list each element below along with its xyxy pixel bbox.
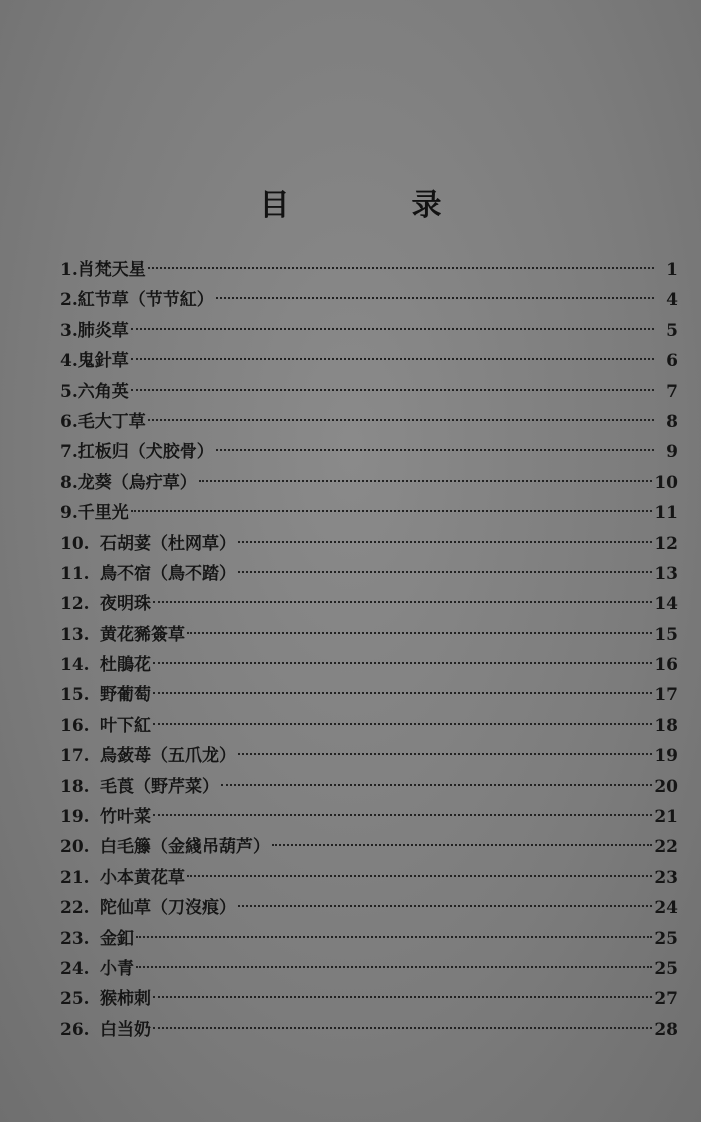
entry-label: 鬼針草 xyxy=(77,351,129,372)
entry-label: 杜鵑花 xyxy=(100,655,151,676)
entry-number: 1. xyxy=(60,260,78,280)
entry-number: 21. xyxy=(60,867,90,888)
toc-entry xyxy=(60,954,678,984)
entry-number: 3. xyxy=(60,320,78,341)
entry-number: 24. xyxy=(60,958,90,979)
dot-leader xyxy=(238,541,652,543)
dot-leader xyxy=(136,966,652,968)
dot-leader xyxy=(131,510,653,512)
entry-number: 12. xyxy=(60,594,90,615)
entry-page-number: 23 xyxy=(654,867,678,888)
entry-page-number: 19 xyxy=(654,746,678,767)
entry-label: 扛板归（犬胶骨） xyxy=(77,442,214,463)
toc-entry xyxy=(60,772,678,802)
dot-leader xyxy=(136,936,652,938)
entry-number: 20. xyxy=(60,837,90,858)
entry-page-number: 9 xyxy=(666,442,678,463)
entry-label: 毛大丁草 xyxy=(77,411,146,432)
entry-number: 17. xyxy=(60,746,90,767)
dot-leader xyxy=(153,814,652,816)
dot-leader xyxy=(153,662,652,664)
entry-page-number: 28 xyxy=(654,1019,678,1040)
entry-page-number: 14 xyxy=(654,594,678,615)
toc-entry xyxy=(60,650,678,680)
entry-label: 毛莨（野芹菜） xyxy=(100,776,219,797)
entry-label: 野葡萄 xyxy=(100,685,151,706)
dot-leader xyxy=(272,844,652,846)
entry-number: 4. xyxy=(60,351,78,372)
dot-leader xyxy=(148,419,654,421)
toc-entry xyxy=(60,255,678,285)
toc-entry xyxy=(60,924,678,954)
toc-entry xyxy=(60,863,678,893)
entry-label: 陀仙草（刀沒痕） xyxy=(100,898,236,919)
toc-entry xyxy=(60,893,678,923)
dot-leader xyxy=(153,601,652,603)
toc-entry xyxy=(60,680,678,710)
dot-leader xyxy=(238,753,652,755)
entry-page-number: 25 xyxy=(654,928,678,949)
entry-page-number: 4 xyxy=(666,290,678,311)
entry-label: 紅节草（节节紅） xyxy=(77,290,214,311)
toc-entry xyxy=(60,377,678,407)
dot-leader xyxy=(153,1027,652,1029)
toc-entry xyxy=(60,984,678,1014)
entry-label: 龙葵（烏疔草） xyxy=(77,472,197,493)
entry-label: 小本黄花草 xyxy=(100,867,185,888)
entry-number: 6. xyxy=(60,411,78,432)
toc-entry xyxy=(60,498,678,528)
entry-page-number: 7 xyxy=(666,381,678,402)
entry-page-number: 13 xyxy=(654,563,678,584)
entry-number: 13. xyxy=(60,624,90,645)
toc-entry xyxy=(60,468,678,498)
entry-number: 25. xyxy=(60,989,90,1010)
dot-leader xyxy=(221,784,652,786)
entry-number: 14. xyxy=(60,655,90,676)
entry-number: 26. xyxy=(60,1019,90,1040)
entry-page-number: 15 xyxy=(654,624,678,645)
dot-leader xyxy=(216,297,654,299)
entry-page-number: 22 xyxy=(654,837,678,858)
entry-number: 18. xyxy=(60,776,90,797)
entry-label: 白当奶 xyxy=(100,1019,151,1040)
entry-page-number: 5 xyxy=(666,320,678,341)
dot-leader xyxy=(131,389,654,391)
entry-label: 猴柿刺 xyxy=(100,989,151,1010)
entry-page-number: 21 xyxy=(654,807,678,828)
entry-label: 金釦 xyxy=(100,928,134,949)
dot-leader xyxy=(187,875,652,877)
entry-page-number: 24 xyxy=(654,898,678,919)
toc-entry xyxy=(60,802,678,832)
entry-label: 六角英 xyxy=(77,381,129,402)
entry-label: 夜明珠 xyxy=(100,594,151,615)
entry-page-number: 18 xyxy=(654,715,678,736)
toc-entry xyxy=(60,346,678,376)
entry-label: 肺炎草 xyxy=(77,320,129,341)
toc-entry xyxy=(60,285,678,315)
entry-page-number: 6 xyxy=(666,351,678,372)
toc-entry xyxy=(60,589,678,619)
entry-page-number: 8 xyxy=(666,411,678,432)
dot-leader xyxy=(199,480,653,482)
toc-entry xyxy=(60,529,678,559)
entry-page-number: 12 xyxy=(654,533,678,554)
toc-entry xyxy=(60,620,678,650)
entry-label: 竹叶菜 xyxy=(100,807,151,828)
entry-number: 2. xyxy=(60,290,78,311)
dot-leader xyxy=(238,905,652,907)
dot-leader xyxy=(153,692,652,694)
toc-entry xyxy=(60,437,678,467)
page-title: 目 录 xyxy=(259,188,488,223)
entry-page-number: 11 xyxy=(654,503,678,524)
toc-list xyxy=(60,255,678,1045)
entry-number: 22. xyxy=(60,898,90,919)
dot-leader xyxy=(153,723,652,725)
entry-number: 15. xyxy=(60,685,90,706)
entry-label: 石胡荽（杜网草） xyxy=(100,533,236,554)
entry-number: 5. xyxy=(60,381,78,402)
entry-number: 9. xyxy=(60,503,78,524)
entry-label: 烏蔹苺（五爪龙） xyxy=(100,746,236,767)
toc-entry xyxy=(60,559,678,589)
entry-label: 白毛籐（金綫吊葫芦） xyxy=(100,837,270,858)
entry-page-number: 25 xyxy=(654,958,678,979)
entry-label: 黄花豨簽草 xyxy=(100,624,185,645)
entry-page-number: 10 xyxy=(654,472,678,493)
entry-number: 23. xyxy=(60,928,90,949)
entry-number: 7. xyxy=(60,442,78,463)
toc-entry xyxy=(60,832,678,862)
entry-number: 10. xyxy=(60,533,90,554)
entry-number: 8. xyxy=(60,472,78,493)
dot-leader xyxy=(131,328,654,330)
dot-leader xyxy=(153,996,652,998)
entry-number: 16. xyxy=(60,715,90,736)
entry-page-number: 16 xyxy=(654,655,678,676)
entry-page-number: 20 xyxy=(654,776,678,797)
entry-number: 11. xyxy=(60,563,90,584)
entry-page-number: 27 xyxy=(654,989,678,1010)
entry-label: 叶下紅 xyxy=(100,715,151,736)
toc-entry xyxy=(60,407,678,437)
entry-page-number: 17 xyxy=(654,685,678,706)
dot-leader xyxy=(216,449,654,451)
entry-label: 肖梵天星 xyxy=(77,260,146,280)
toc-entry xyxy=(60,316,678,346)
entry-label: 小青 xyxy=(100,958,134,979)
dot-leader xyxy=(187,632,652,634)
entry-page-number: 1 xyxy=(666,260,678,280)
dot-leader xyxy=(131,358,654,360)
entry-number: 19. xyxy=(60,807,90,828)
entry-label: 鳥不宿（鳥不踏） xyxy=(100,563,236,584)
dot-leader xyxy=(148,267,654,269)
toc-entry xyxy=(60,711,678,741)
toc-entry xyxy=(60,1015,678,1045)
entry-label: 千里光 xyxy=(77,503,129,524)
dot-leader xyxy=(238,571,652,573)
toc-entry xyxy=(60,741,678,771)
